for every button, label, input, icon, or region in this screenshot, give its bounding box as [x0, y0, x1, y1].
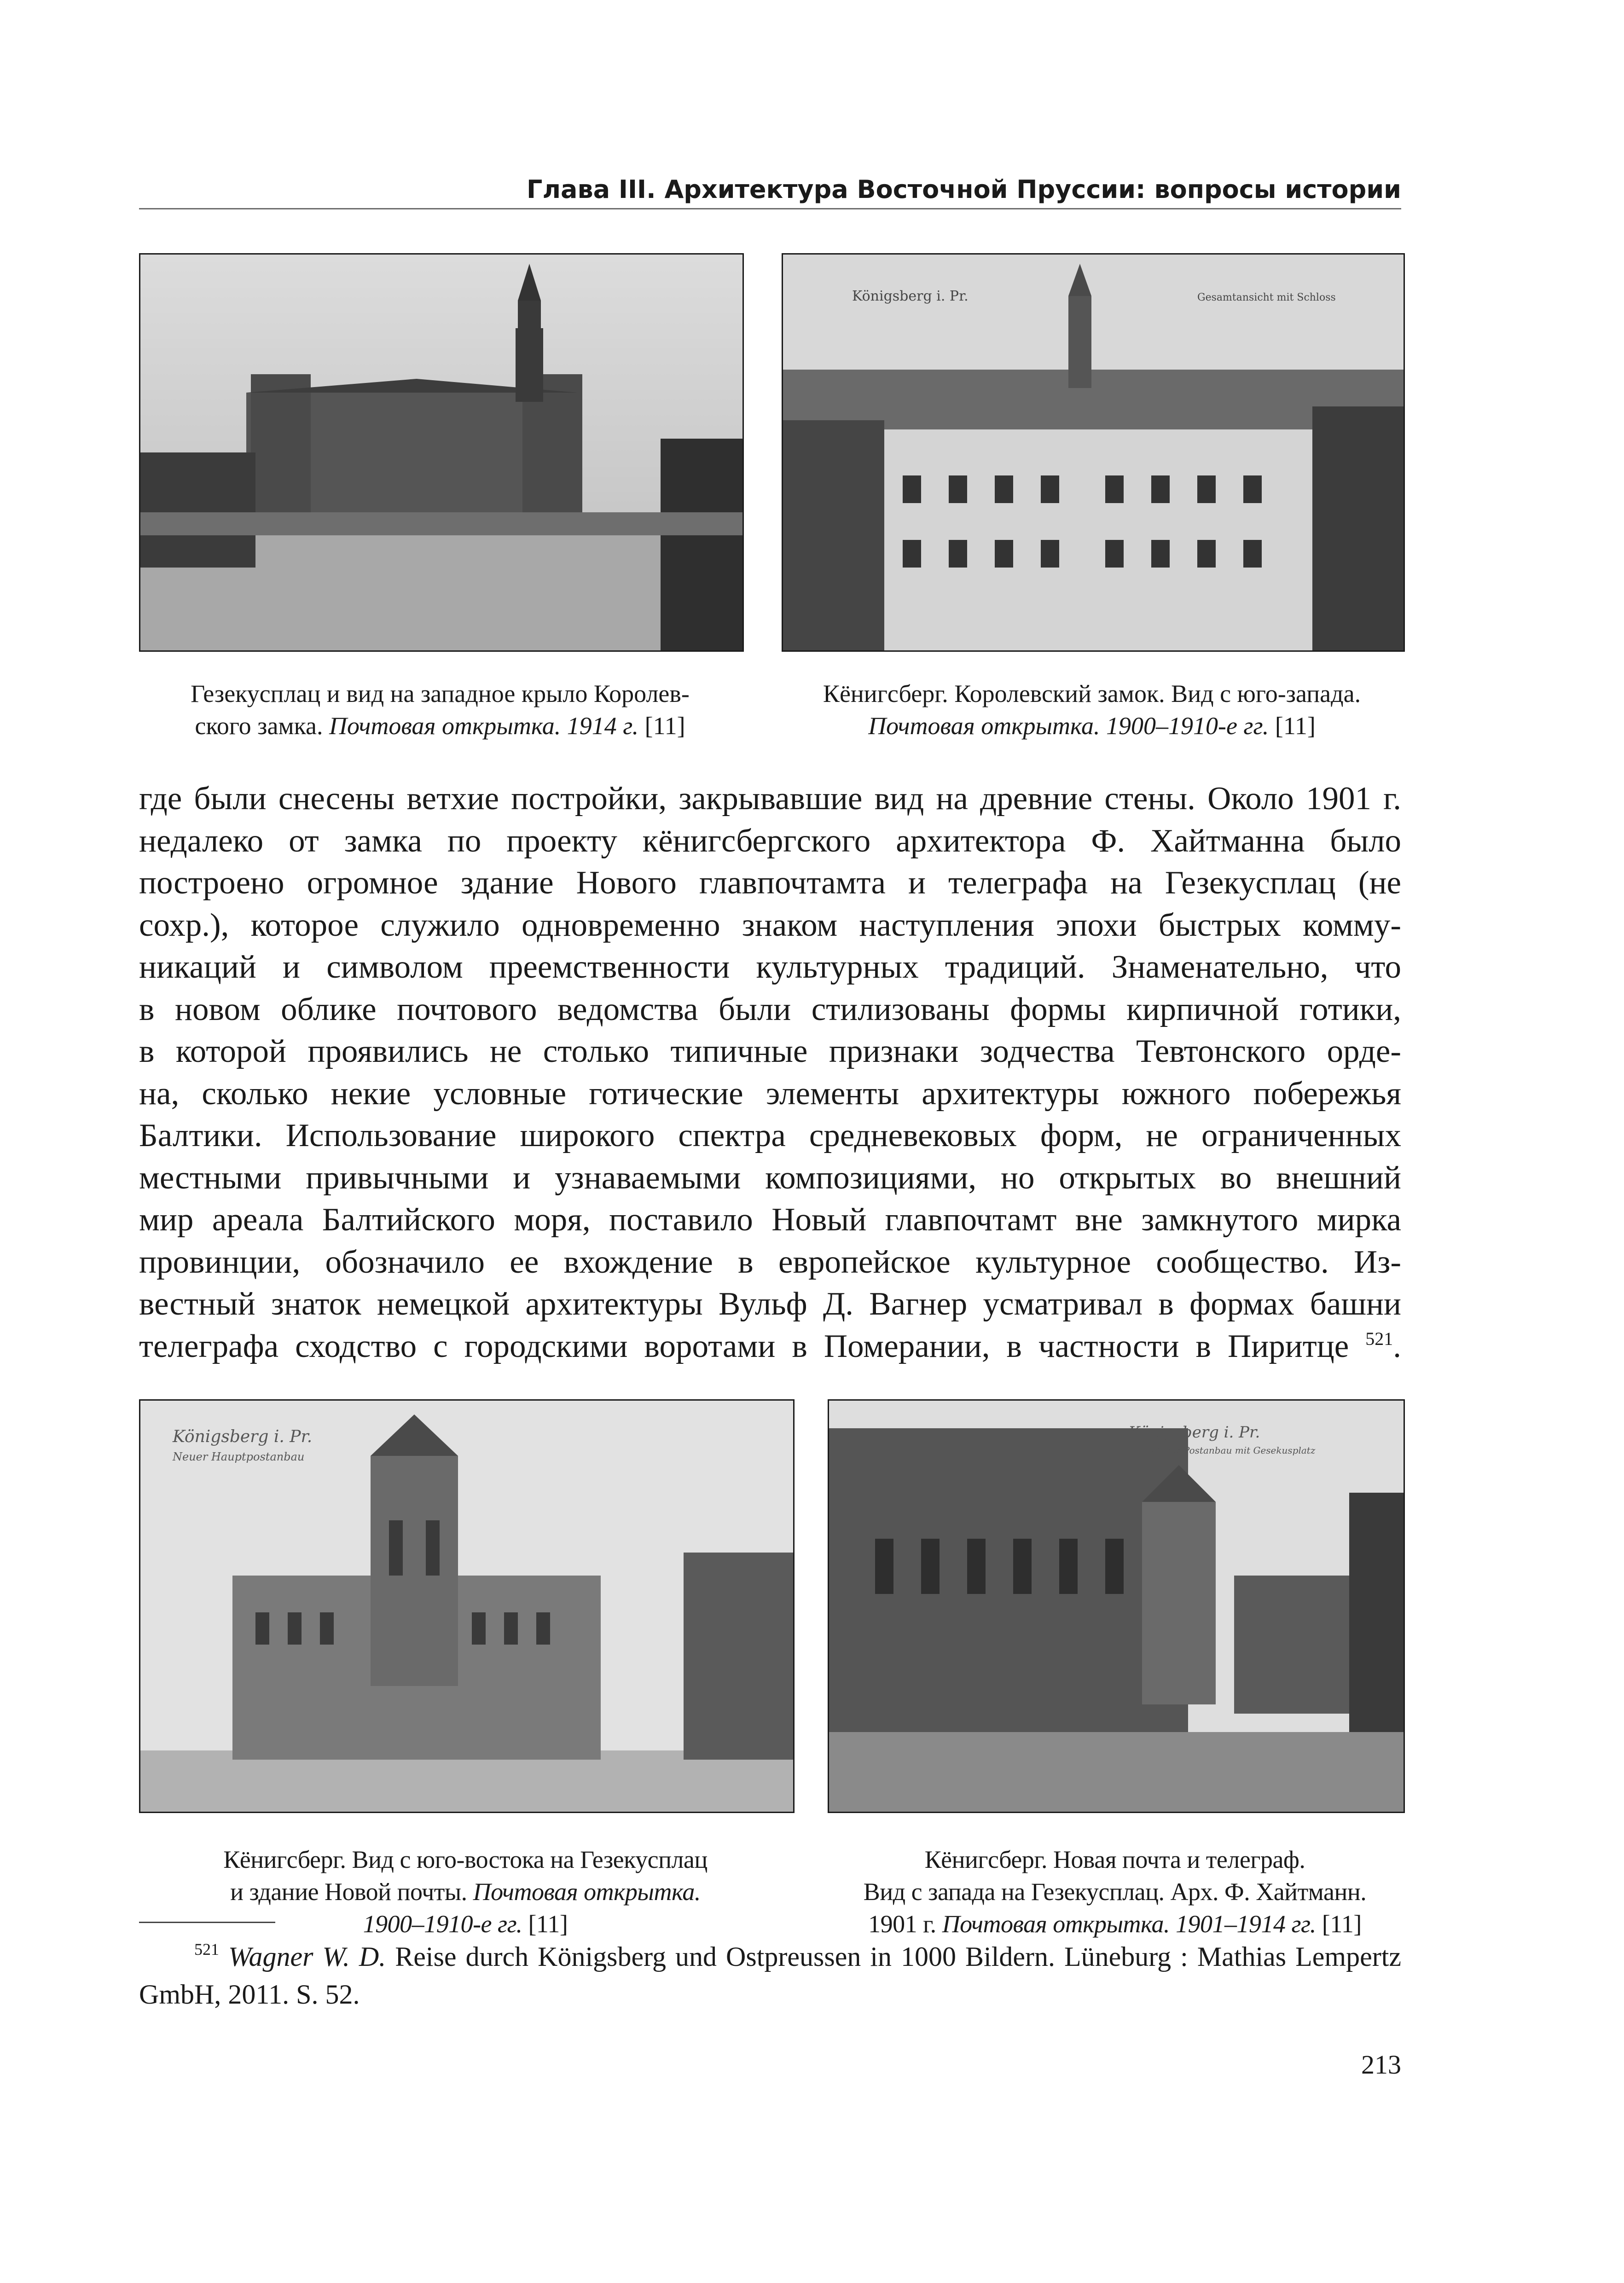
body-text: . — [1393, 1328, 1401, 1364]
body-paragraph — [139, 778, 1401, 1367]
body-line: в новом облике почтового ведомства были стилизованы формы кирпичной готики, — [139, 991, 1401, 1027]
running-header — [139, 175, 1401, 207]
photo-post-office-west — [828, 1399, 1405, 1813]
postcard-imprint-1: Königsberg i. Pr. — [173, 1427, 313, 1446]
header-rule — [139, 208, 1401, 209]
caption-photo-3 — [139, 1843, 792, 1940]
footnote-line: GmbH, 2011. S. 52. — [139, 1979, 360, 2010]
body-line: никаций и символом преемственности культурных традиций. Знаменательно, что — [139, 949, 1401, 985]
caption-ref: [11] — [1269, 712, 1316, 740]
caption-source: Почтовая открытка. — [473, 1878, 701, 1906]
footnote-author: Wagner W. D. — [228, 1941, 386, 1972]
postcard-imprint-1: Königsberg i. Pr. — [1128, 1423, 1260, 1442]
body-line: провинции, обозначило ее вхождение в европейское культурное сообщество. Из- — [139, 1244, 1401, 1280]
caption-line — [139, 1908, 792, 1940]
postcard-imprint-right: Gesamtansicht mit Schloss — [1197, 292, 1336, 303]
footnote-line — [139, 1938, 1401, 1976]
caption-photo-2 — [782, 678, 1402, 742]
caption-source: Почтовая открытка. 1900–1910-е гг. — [868, 712, 1269, 740]
photo-castle-west-wing — [139, 253, 744, 652]
caption-text: и здание Новой почты. — [230, 1878, 473, 1906]
caption-line — [139, 710, 741, 742]
caption-ref: [11] — [1316, 1910, 1362, 1938]
body-line: сохр.), которое служило одновременно знаком наступления эпохи быстрых комму- — [139, 907, 1401, 943]
caption-line: Гезекусплац и вид на западное крыло Королев- — [191, 680, 690, 707]
footnote-rule — [139, 1922, 275, 1923]
caption-photo-1 — [139, 678, 741, 742]
caption-line: Вид с запада на Гезекусплац. Арх. Ф. Хайтманн. — [863, 1878, 1367, 1906]
body-line: Балтики. Использование широкого спектра средневековых форм, не ограниченных — [139, 1118, 1401, 1153]
photo-post-office-southeast — [139, 1399, 795, 1813]
page-number: 213 — [1361, 2050, 1401, 2080]
body-line: местными привычными и узнаваемыми композициями, но открытых во внешний — [139, 1159, 1401, 1196]
caption-line — [139, 1876, 792, 1908]
body-line: где были снесены ветхие постройки, закрывавшие вид на древние стены. Около 1901 г. — [139, 781, 1401, 817]
body-line: на, сколько некие условные готические элементы архитектуры южного побережья — [139, 1075, 1401, 1112]
caption-line — [782, 710, 1402, 742]
body-line: мир ареала Балтийского моря, поставило Новый главпочтамт вне замкнутого мирка — [139, 1202, 1401, 1238]
caption-line: Кёнигсберг. Вид с юго-востока на Гезекусплац — [223, 1846, 708, 1873]
postcard-imprint-left: Königsberg i. Pr. — [852, 288, 969, 304]
body-line — [139, 1326, 1401, 1368]
caption-text: 1901 г. — [868, 1910, 942, 1938]
caption-source: Почтовая открытка. 1914 г. — [329, 712, 639, 740]
postcard-imprint-2: Neuer Hauptpostanbau — [173, 1450, 305, 1463]
postcard-imprint-2: Neuer Postanbau mit Gesekusplatz — [1151, 1445, 1316, 1456]
footnote — [139, 1938, 1401, 2013]
caption-line: Кёнигсберг. Новая почта и телеграф. — [924, 1846, 1305, 1873]
body-line: построено огромное здание Нового главпочтамта и телеграфа на Гезекусплац (не — [139, 865, 1401, 901]
footnote-ref[interactable]: 521 — [1365, 1328, 1393, 1349]
caption-text: ского замка. — [195, 712, 329, 740]
caption-line — [828, 1908, 1402, 1940]
caption-source: 1900–1910-е гг. — [363, 1910, 522, 1938]
caption-source: Почтовая открытка. 1901–1914 гг. — [942, 1910, 1316, 1938]
body-text: телеграфа сходство с городскими воротами в Померании, в частности в Пиритце — [139, 1328, 1349, 1364]
caption-line: Кёнигсберг. Королевский замок. Вид с юго-запада. — [823, 680, 1361, 707]
photo-castle-southwest — [782, 253, 1405, 652]
body-line: в которой проявились не столько типичные признаки зодчества Тевтонского орде- — [139, 1033, 1401, 1069]
caption-photo-4 — [828, 1843, 1402, 1940]
footnote-number: 521 — [194, 1940, 219, 1959]
caption-ref: [11] — [638, 712, 685, 740]
caption-ref: [11] — [522, 1910, 568, 1938]
footnote-text: Reise durch Königsberg und Ostpreussen in 1000 Bildern. Lüneburg : Mathias Lempertz — [386, 1941, 1401, 1972]
body-line: недалеко от замка по проекту кёнигсбергского архитектора Ф. Хайтманна было — [139, 823, 1401, 859]
chapter-title: Глава III. Архитектура Восточной Пруссии: вопросы истории — [527, 175, 1401, 204]
body-line: вестный знаток немецкой архитектуры Вульф Д. Вагнер усматривал в формах башни — [139, 1286, 1401, 1322]
